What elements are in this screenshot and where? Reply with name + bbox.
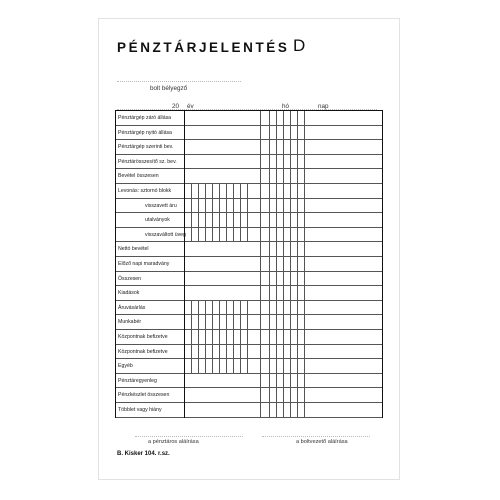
digit-column-line <box>198 301 199 374</box>
digit-column-line <box>283 242 284 300</box>
digit-column-line <box>212 301 213 374</box>
row-label: Központnak befizetve <box>118 348 168 355</box>
table-row <box>116 301 382 316</box>
table-row <box>116 345 382 360</box>
digit-column-line <box>304 242 305 300</box>
row-label: Bevétel összesen <box>118 173 159 180</box>
digit-column-line <box>260 374 261 418</box>
row-label: visszaváltott üveg <box>145 231 186 238</box>
table-row <box>116 140 382 155</box>
digit-column-line <box>297 242 298 300</box>
digit-column-line <box>205 301 206 374</box>
digit-column-line <box>212 184 213 242</box>
digit-column-line <box>297 301 298 374</box>
date-day-label: nap <box>318 103 329 110</box>
digit-column-line <box>240 184 241 242</box>
row-label: Pénzkészlet összesen <box>118 392 170 399</box>
table-row <box>116 184 382 199</box>
report-table <box>115 110 383 418</box>
table-row <box>116 403 382 418</box>
table-row <box>116 169 382 184</box>
date-month-label: hó <box>282 103 290 110</box>
digit-column-line <box>304 111 305 184</box>
digit-column-line <box>260 301 261 374</box>
digit-column-line <box>219 184 220 242</box>
table-row <box>116 330 382 345</box>
manager-signature-label: a boltvezető aláírása <box>296 439 348 445</box>
digit-column-line <box>240 301 241 374</box>
digit-column-line <box>269 242 270 300</box>
digit-column-line <box>290 242 291 300</box>
digit-column-line <box>276 111 277 184</box>
digit-column-line <box>283 111 284 184</box>
digit-column-line <box>269 374 270 418</box>
digit-column-line <box>260 111 261 184</box>
digit-column-line <box>269 111 270 184</box>
row-label: Pénztárgép nyitó állása <box>118 129 172 136</box>
stamp-label: bolt bélyegző <box>150 85 188 92</box>
digit-column-line <box>191 301 192 374</box>
cashier-signature-label: a pénztáros aláírása <box>148 439 199 445</box>
digit-column-line <box>260 184 261 242</box>
table-row <box>116 315 382 330</box>
table-row <box>116 286 382 301</box>
form-code: B. Kisker 104. r.sz. <box>117 451 170 457</box>
table-row <box>116 388 382 403</box>
digit-column-line <box>297 111 298 184</box>
row-label: Pénztáregyenleg <box>118 377 157 384</box>
digit-column-line <box>276 184 277 242</box>
row-label: Kiadások <box>118 290 140 297</box>
digit-column-line <box>205 184 206 242</box>
digit-column-line <box>269 301 270 374</box>
row-label: Többlet vagy hiány <box>118 407 162 413</box>
table-row <box>116 126 382 141</box>
digit-column-line <box>290 374 291 418</box>
table-row <box>116 242 382 257</box>
digit-column-line <box>290 111 291 184</box>
date-year-prefix: 20 <box>172 103 180 110</box>
digit-column-line <box>198 184 199 242</box>
digit-column-line <box>283 184 284 242</box>
digit-column-line <box>260 242 261 300</box>
date-year-label: év <box>187 103 194 110</box>
digit-column-line <box>233 301 234 374</box>
table-row <box>116 111 382 126</box>
row-label: Munkabér <box>118 319 142 326</box>
digit-column-line <box>233 184 234 242</box>
digit-column-line <box>276 242 277 300</box>
row-label: Pénztárgép szerinti bev. <box>118 144 174 151</box>
table-row <box>116 155 382 170</box>
stamp-line <box>117 81 241 82</box>
digit-column-line <box>191 184 192 242</box>
table-row <box>116 272 382 287</box>
digit-column-line <box>297 184 298 242</box>
digit-column-line <box>290 301 291 374</box>
form-title: PÉNZTÁRJELENTÉS <box>117 40 290 55</box>
digit-column-line <box>276 301 277 374</box>
table-row <box>116 257 382 272</box>
digit-column-line <box>247 184 248 242</box>
digit-column-line <box>276 374 277 418</box>
row-label: Pénztárgép záró állása <box>118 115 172 121</box>
table-row <box>116 228 382 243</box>
digit-column-line <box>304 374 305 418</box>
row-label: Áruvásárlás <box>118 304 146 311</box>
row-label: utalványok <box>145 217 170 224</box>
table-row <box>116 374 382 389</box>
manager-signature-line <box>262 436 370 437</box>
row-label: Levonás: sztornó blokk <box>118 188 172 194</box>
row-label: Pénztárösszesítő sz. bev. <box>118 158 177 165</box>
digit-column-line <box>269 184 270 242</box>
table-row <box>116 199 382 214</box>
digit-column-line <box>219 301 220 374</box>
digit-column-line <box>226 301 227 374</box>
digit-column-line <box>290 184 291 242</box>
digit-column-line <box>283 374 284 418</box>
row-label: Egyéb <box>118 363 133 370</box>
row-label: visszavett áru <box>145 202 177 209</box>
digit-column-line <box>283 301 284 374</box>
digit-column-line <box>304 184 305 242</box>
table-row <box>116 359 382 374</box>
form-letter: D <box>293 36 306 55</box>
row-label: Összesen <box>118 275 142 282</box>
row-label: Nettó bevétel <box>118 246 149 253</box>
cashier-signature-line <box>135 436 243 437</box>
row-label: Központnak befizetve <box>118 334 168 340</box>
table-row <box>116 213 382 228</box>
digit-column-line <box>304 301 305 374</box>
row-label: Előző napi maradvány <box>118 261 170 267</box>
digit-column-line <box>226 184 227 242</box>
digit-column-line <box>247 301 248 374</box>
digit-column-line <box>297 374 298 418</box>
label-column-divider <box>184 111 185 418</box>
